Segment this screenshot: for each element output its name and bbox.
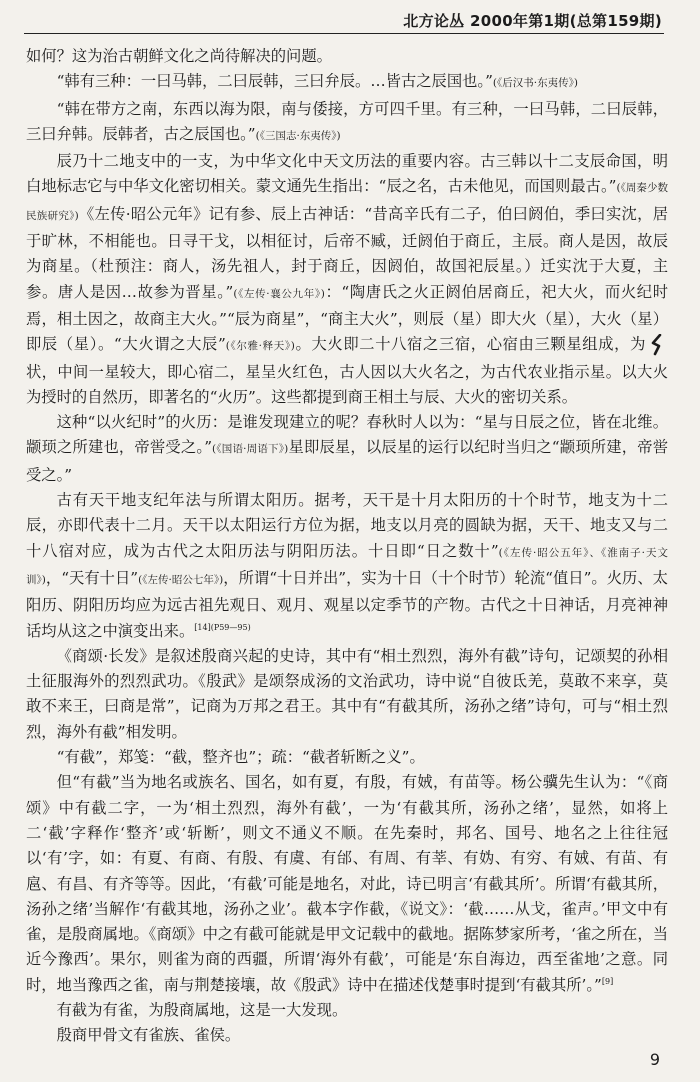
header-divider [24,33,664,34]
source-citation: (《周秦少数民族研究》) [26,182,668,222]
source-citation: (《左传·昭公五年》、《淮南子·天文训》) [26,546,668,586]
paragraph [26,488,668,644]
text-run: 古有天干地支纪年法与所谓太阳历。据考，天干是十月太阳历的十个时节，地支为十二辰，亦即代表十二月。天干以太阳运行方位为据，地支以月亮的圆缺为据，天干、地支又与二十八宿对应，成为古代之太阳历法与阴阳历法。十日即“日之数十” [26,491,668,560]
text-run: 状，中间一星较大，即心宿二，星呈火红色，古人因以大火名之，为古代农业指示星。以大火为授时的自然历，即著名的“火历”。这些都提到商王相土与辰、大火的密切关系。 [26,362,668,406]
paragraph [26,998,668,1023]
paragraph [26,745,668,770]
paragraph [26,644,668,745]
text-run: “韩有三种：一曰马韩，二曰辰韩，三曰弁辰。…皆古之辰国也。” [56,72,493,91]
text-run: 有截为有雀，为殷商属地，这是一大发现。 [56,1000,348,1019]
text-run: ，“天有十日” [45,568,139,587]
text-run: 。大火即二十八宿之三宿，心宿由三颗星组成，为 [294,335,647,354]
text-run: ，所谓“十日并出”，实为十日（十个时节）轮流“值日”。火历、太阳历、阴阳历均应为远古祖先观日、观月、观星以定季节的产物。古代之十日神话，月亮神神话均从这之中演变出来。 [26,568,668,640]
page-number: 9 [649,1050,660,1069]
text-run: 《商颂·长发》是叙述殷商兴起的史诗，其中有“相土烈烈，海外有截”诗句，记颂契的孙相土征服海外的烈烈武功。《殷武》是颂祭成汤的文治武功，诗中说“自彼氐羌，莫敢不来享，莫敢不来王，曰商是常”，记商为万邦之君王。其中有“有截其所，汤孙之绪”诗句，可与“相土烈烈，海外有截”相发明。 [26,646,668,741]
source-citation: (《左传·襄公九年》) [233,287,325,300]
text-run: “韩在带方之南，东西以海为限，南与倭接，方可四千里。有三种，一曰马韩，二曰辰韩，三曰弁韩。辰韩者，古之辰国也。” [26,99,668,143]
paragraph [26,69,668,96]
paragraph [26,44,668,69]
source-citation: (《后汉书·东夷传》) [492,77,578,90]
page-header [0,0,700,40]
text-run: 星即辰星，以辰星的运行以纪时当归之“颛顼所建，帝喾受之。” [26,438,669,484]
paragraph [26,1023,668,1048]
citation-ref: [9] [601,976,614,986]
citation-ref: [14](P59—95) [194,622,251,632]
article-body [26,44,668,1049]
text-run: ：“陶唐氏之火正阏伯居商丘，祀大火，而火纪时焉，相土因之，故商主大火。”“辰为商星”，“商主大火”，则辰（星）即大火（星），大火（星）即辰（星）。“大火谓之大辰” [26,282,669,354]
text-run: 但“有截”当为地名或族名、国名，如有夏，有殷，有娀，有苗等。杨公骥先生认为：“《商颂》中有截二字，一为‘相土烈烈，海外有截’，一为‘有截其所，汤孙之绪’，显然，如将上二‘截’字释作‘整齐’或‘斩断’，则文不通义不顺。在先秦时，邦名、国号、地名之上往往冠以‘有’字，如：有夏、有商、有殷、有虞、有邰、有周、有莘、有妫、有穷、有娀、有苗、有扈、有昌、有齐等等。因此，‘有截’可能是地名，对此，诗已明言‘有截其所’。所谓‘有截其所，汤孙之绪’当解作‘有截其地，汤孙之业’。截本字作截，《说文》：‘截……从戈，雀声。’甲文中有雀，是殷商属地。《商颂》中之有截可能就是甲文记载中的截地。据陈梦家所考，‘雀之所在，当近今豫西’。果尔，则雀为商的西疆，所谓‘海外有截’，可能是‘东自海边，西至雀地’之意。同时，地当豫西之雀，南与荆楚接壤，故《殷武》诗中在描述伐楚事时提到‘有截其所’。” [26,773,668,994]
paragraph [26,410,668,488]
star-shape-icon [649,334,665,356]
source-citation: (《三国志·东夷传》) [255,129,341,142]
paragraph [26,97,668,150]
text-run: 如何？这为治古朝鲜文化之尚待解决的问题。 [26,47,332,65]
source-citation: (《国语·周语下》) [212,443,289,456]
source-citation: (《尔雅·释天》) [225,340,295,353]
text-run: 《左传·昭公元年》记有参、辰上古神话：“昔高辛氏有二子，伯曰阏伯，季曰实沈，居于旷林，不相能也。日寻干戈，以相征讨，后帝不臧，迁阏伯于商丘，主辰。商人是因，故辰为商星。（杜预注：商人，汤先祖人，封于商丘，因阏伯，故国祀辰星。）迁实沈于大夏，主参。唐人是因…故参为晋星。” [26,204,668,301]
journal-header: 北方论丛 2000年第1期(总第159期) [403,12,662,30]
source-citation: (《左传·昭公七年》) [138,573,224,586]
text-run: 这种“以火纪时”的火历：是谁发现建立的呢？春秋时人以为：“星与日辰之位，皆在北维。颛顼之所建也，帝喾受之。” [26,413,668,457]
paragraph [26,149,668,410]
text-run: 殷商甲骨文有雀族、雀侯。 [56,1026,241,1045]
paragraph [26,770,668,998]
text-run: 辰乃十二地支中的一支，为中华文化中天文历法的重要内容。古三韩以十二支辰命国，明白地标志它与中华文化密切相关。蒙文通先生指出：“辰之名，古未他见，而国则最古。” [26,152,668,196]
text-run: “有截”，郑笺：“截，整齐也”；疏：“截者斩断之义”。 [56,748,425,767]
